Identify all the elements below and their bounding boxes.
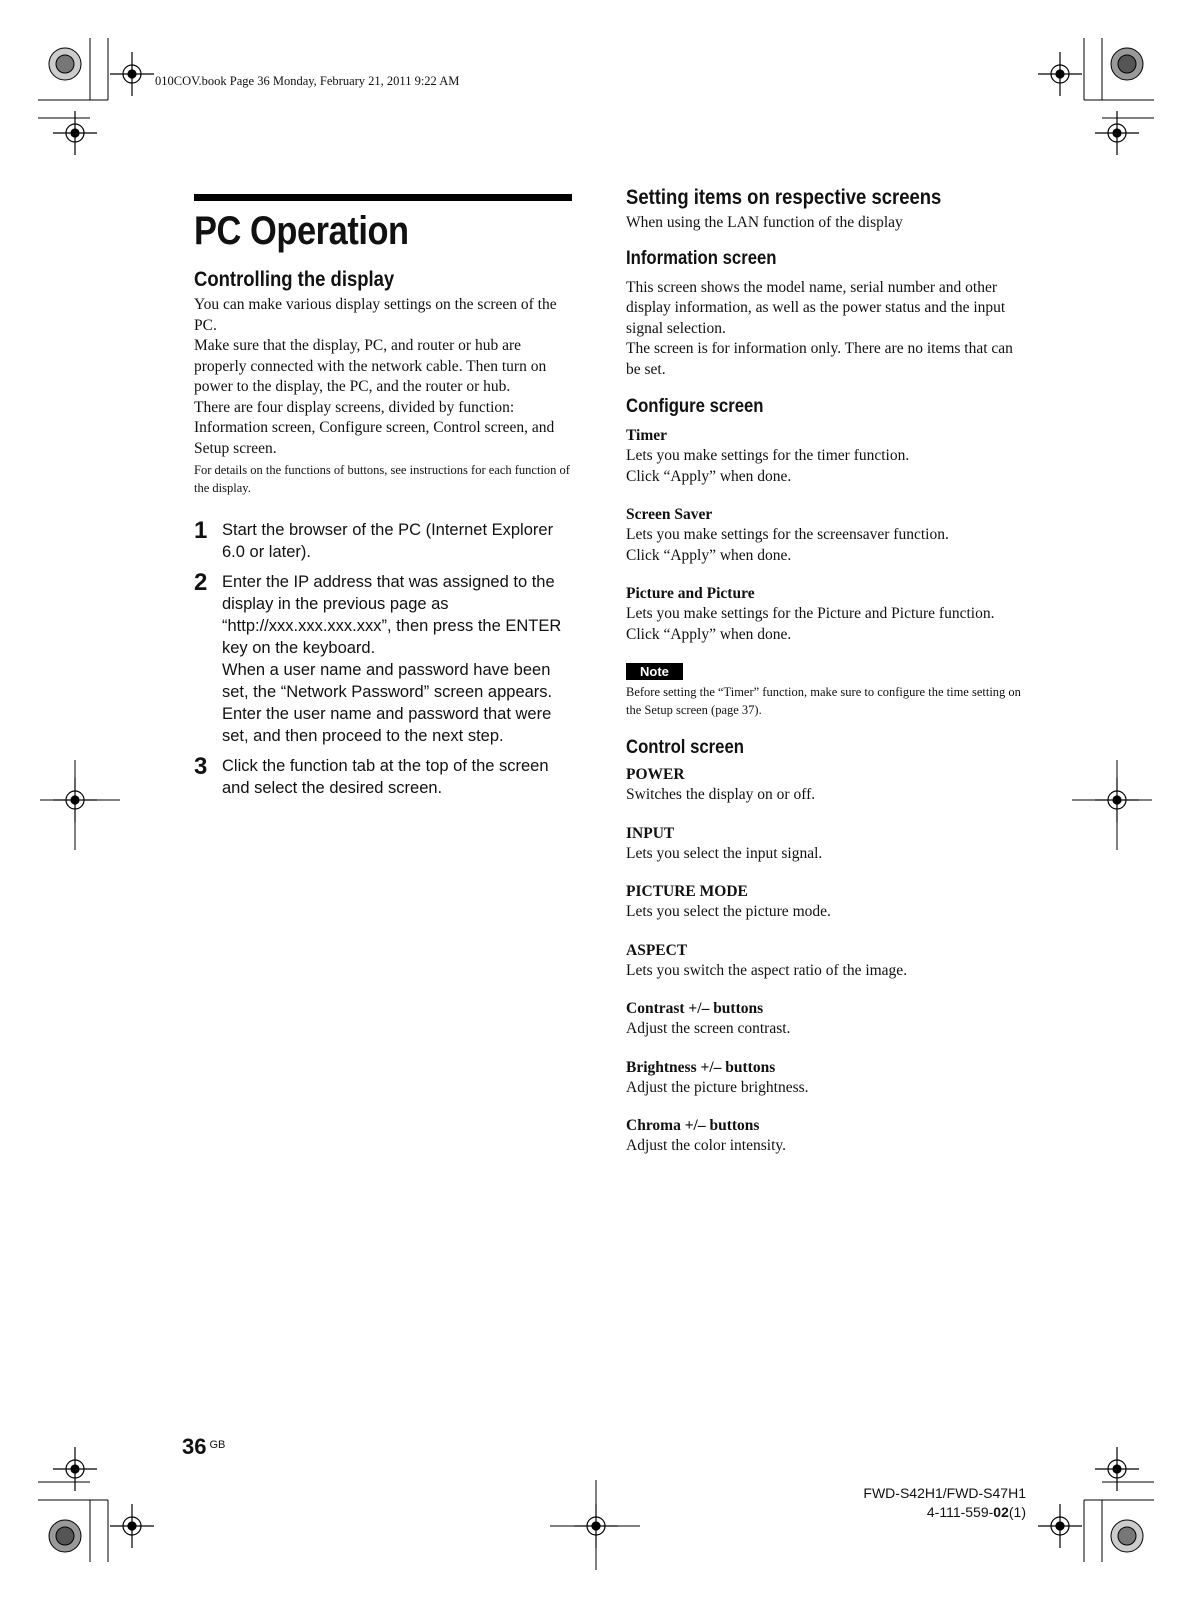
item-term: Timer	[626, 427, 668, 444]
step-2	[194, 571, 572, 747]
control-item-contrast	[626, 999, 1026, 1040]
code-prefix: 4-111-559-	[926, 1504, 994, 1520]
page-number	[182, 1434, 225, 1460]
step-text: Enter the IP address that was assigned to the display in the previous page as “http://xxx.xxx.xxx.xxx”, then press the ENTER key on the keyboard.	[222, 573, 562, 657]
step-text: Click the function tab at the top of the screen and select the desired screen.	[222, 757, 549, 797]
item-desc: Lets you switch the aspect ratio of the image.	[626, 961, 908, 979]
page-title: PC Operation	[194, 209, 409, 253]
model-number: FWD-S42H1/FWD-S47H1	[863, 1485, 1026, 1501]
configure-item-screen-saver	[626, 505, 1026, 566]
control-item-input	[626, 824, 1026, 865]
item-desc: Adjust the color intensity.	[626, 1137, 787, 1154]
information-paragraph-1: This screen shows the model name, serial number and other display information, as well as the power status and the input signal selection.	[626, 278, 1006, 337]
control-item-brightness	[626, 1058, 1026, 1099]
information-paragraph-2: The screen is for information only. There are no items that can be set.	[626, 340, 1013, 378]
code-revision: 02	[993, 1504, 1009, 1520]
step-number: 3	[194, 753, 208, 780]
item-desc: Lets you make settings for the timer function.	[626, 447, 910, 464]
control-item-power	[626, 765, 1026, 806]
information-heading: Information screen	[626, 247, 777, 269]
item-term: Screen Saver	[626, 506, 713, 523]
configure-heading: Configure screen	[626, 396, 764, 417]
section-heading: Controlling the display	[194, 268, 395, 291]
configure-item-pap	[626, 584, 1026, 645]
step-number: 2	[194, 569, 208, 596]
intro-paragraph-3: There are four display screens, divided by function: Information screen, Configure screen, Control screen, and Setup screen.	[194, 398, 555, 457]
item-desc: Lets you select the picture mode.	[626, 903, 831, 920]
footer	[863, 1484, 1026, 1522]
control-heading: Control screen	[626, 737, 745, 758]
control-item-aspect	[626, 941, 1026, 982]
step-text: Start the browser of the PC (Internet Explorer 6.0 or later).	[222, 521, 554, 561]
configure-item-timer	[626, 426, 1026, 487]
note-label: Note	[626, 663, 683, 680]
item-term: Picture and Picture	[626, 585, 755, 602]
item-term: Brightness +/– buttons	[626, 1058, 776, 1076]
item-term: INPUT	[626, 824, 675, 842]
item-desc: Click “Apply” when done.	[626, 546, 792, 564]
step-text-continued: When a user name and password have been set, the “Network Password” screen appears. Enter the user name and password that were set, and then proceed to the next step.	[222, 661, 553, 745]
right-heading: Setting items on respective screens	[626, 186, 942, 209]
right-column	[626, 186, 1026, 1157]
item-term: POWER	[626, 766, 685, 783]
item-desc: Click “Apply” when done.	[626, 625, 792, 643]
details-note: For details on the functions of buttons, see instructions for each function of the display.	[194, 463, 570, 495]
page-number-value: 36	[182, 1434, 207, 1459]
item-term: PICTURE MODE	[626, 883, 748, 900]
item-desc: Switches the display on or off.	[626, 786, 816, 803]
step-1	[194, 519, 572, 563]
item-term: Chroma +/– buttons	[626, 1117, 760, 1134]
item-desc: Adjust the screen contrast.	[626, 1020, 791, 1037]
title-rule	[194, 194, 572, 201]
item-desc: Click “Apply” when done.	[626, 467, 792, 485]
control-item-picture-mode	[626, 882, 1026, 923]
note-text: Before setting the “Timer” function, make sure to configure the time setting on the Setup screen (page 37).	[626, 685, 1021, 717]
print-header: 010COV.book Page 36 Monday, February 21, 2011 9:22 AM	[155, 74, 460, 88]
item-desc: Lets you select the input signal.	[626, 844, 823, 862]
item-term: Contrast +/– buttons	[626, 1000, 764, 1017]
page-region: GB	[209, 1439, 226, 1451]
item-desc: Lets you make settings for the Picture and Picture function.	[626, 605, 995, 622]
step-number: 1	[194, 517, 208, 544]
left-column	[194, 194, 572, 799]
document-code	[863, 1503, 1026, 1522]
right-subtitle: When using the LAN function of the display	[626, 214, 903, 231]
intro-paragraph-1: You can make various display settings on the screen of the PC.	[194, 296, 557, 334]
item-desc: Lets you make settings for the screensaver function.	[626, 526, 949, 543]
item-term: ASPECT	[626, 941, 688, 959]
code-suffix: (1)	[1008, 1504, 1026, 1520]
item-desc: Adjust the picture brightness.	[626, 1078, 809, 1096]
intro-paragraph-2: Make sure that the display, PC, and router or hub are properly connected with the network cable. Then turn on power to the display, the PC, and the router or hub.	[194, 337, 547, 395]
step-3	[194, 755, 572, 799]
steps-list	[194, 519, 572, 799]
control-item-chroma	[626, 1116, 1026, 1157]
